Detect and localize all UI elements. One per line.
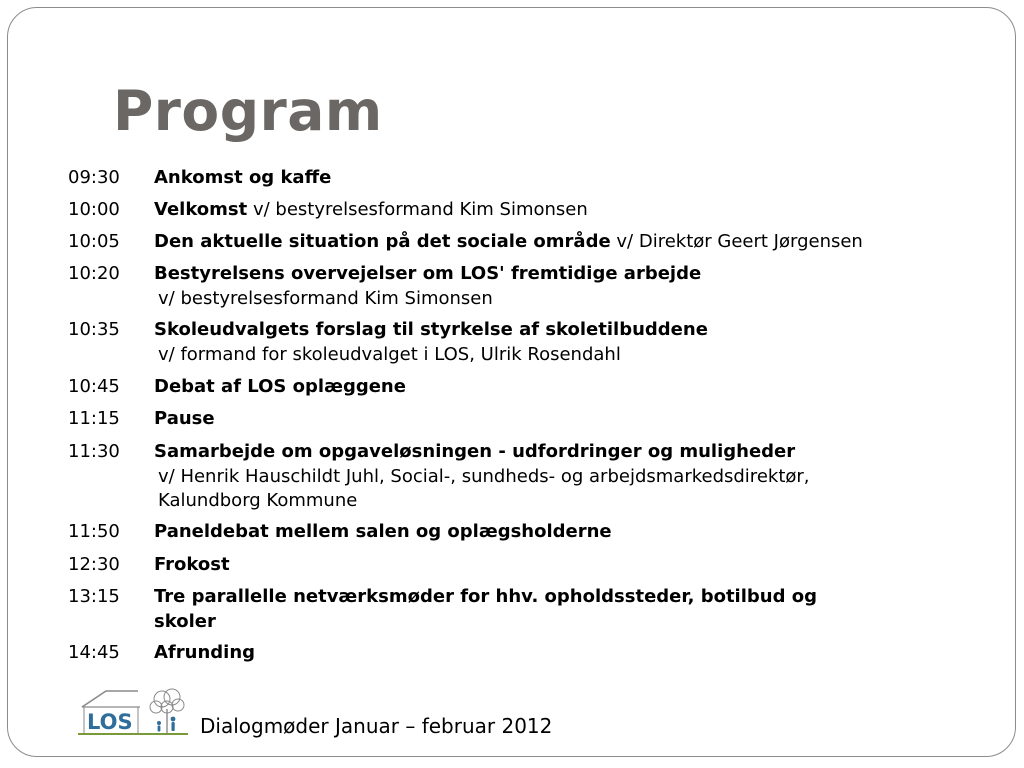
agenda-title: Frokost [154, 554, 230, 575]
agenda-time: 13:15 [68, 586, 120, 607]
agenda-speaker: v/ Henrik Hauschildt Juhl, Social-, sundheds- og arbejdsmarkedsdirektør, [158, 465, 810, 487]
agenda-time: 11:30 [68, 441, 120, 462]
agenda-time: 11:50 [68, 521, 120, 542]
agenda-time: 12:30 [68, 554, 120, 575]
logo-text: LOS [87, 710, 133, 734]
agenda-time: 14:45 [68, 642, 120, 663]
agenda-title: Bestyrelsens overvejelser om LOS' fremtidige arbejde [154, 263, 702, 284]
agenda-speaker: v/ formand for skoleudvalget i LOS, Ulrik Rosendahl [158, 343, 621, 365]
page-title: Program [113, 79, 383, 143]
los-logo [76, 685, 192, 741]
agenda-time: 10:35 [68, 319, 120, 340]
agenda-title: Ankomst og kaffe [154, 167, 332, 188]
agenda-time: 10:05 [68, 231, 120, 252]
agenda-title: Afrunding [154, 642, 256, 663]
footer-text: Dialogmøder Januar – februar 2012 [200, 714, 553, 738]
agenda-time: 10:45 [68, 376, 120, 397]
agenda-title: Skoleudvalgets forslag til styrkelse af skoletilbuddene [154, 319, 708, 340]
agenda-time: 11:15 [68, 408, 120, 429]
agenda-speaker: v/ Direktør Geert Jørgensen [610, 231, 863, 252]
agenda-title: Debat af LOS oplæggene [154, 376, 406, 397]
agenda-title: Pause [154, 408, 215, 429]
agenda-speaker: v/ bestyrelsesformand Kim Simonsen [158, 287, 493, 309]
agenda-time: 09:30 [68, 167, 120, 188]
agenda-time: 10:00 [68, 199, 120, 220]
agenda-title: Velkomst [154, 199, 248, 220]
agenda-speaker: v/ bestyrelsesformand Kim Simonsen [247, 199, 588, 220]
agenda-title: Paneldebat mellem salen og oplægsholderne [154, 521, 612, 542]
agenda-title: Tre parallelle netværksmøder for hhv. opholdssteder, botilbud og [154, 586, 818, 607]
agenda-title: Den aktuelle situation på det sociale område [154, 231, 611, 252]
agenda-time: 10:20 [68, 263, 120, 284]
agenda-speaker-org: Kalundborg Kommune [158, 490, 358, 511]
agenda-title: Samarbejde om opgaveløsningen - udfordringer og muligheder [154, 441, 796, 462]
agenda-title-continued: skoler [154, 610, 216, 632]
